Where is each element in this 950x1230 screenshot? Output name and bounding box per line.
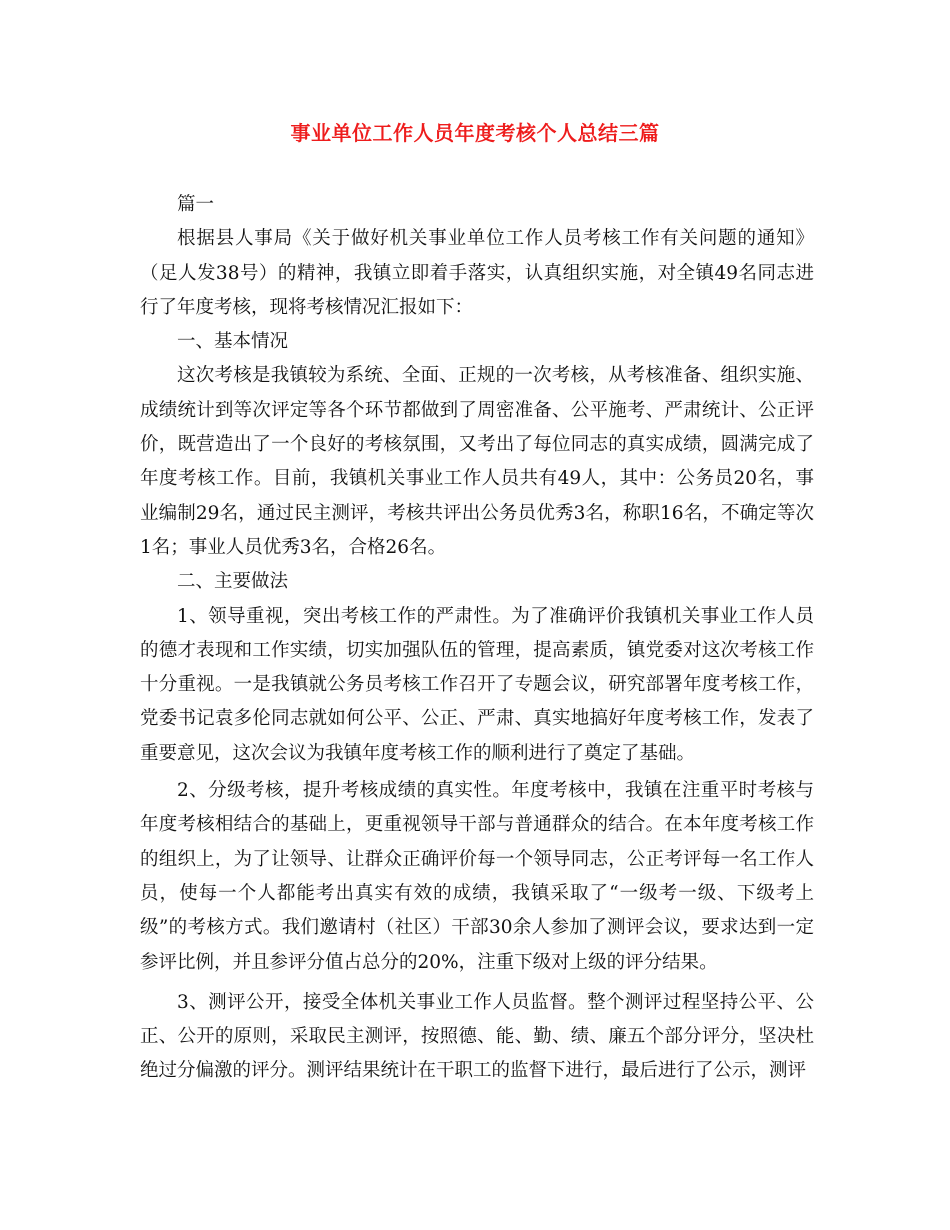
paragraph-intro: 根据县人事局《关于做好机关事业单位工作人员考核工作有关问题的通知》（足人发38号）的精神，我镇立即着手落实，认真组织实施，对全镇49名同志进行了年度考核，现将考核情况汇报如下：: [140, 228, 814, 318]
paragraph-leadership: 1、领导重视，突出考核工作的严肃性。为了准确评价我镇机关事业工作人员的德才表现和工作实绩，切实加强队伍的管理，提高素质，镇党委对这次考核工作十分重视。一是我镇就公务员考核工作召开了专题会议，研究部署年度考核工作，党委书记袁多伦同志就如何公平、公正、严肃、真实地搞好年度考核工作，发表了重要意见，这次会议为我镇年度考核工作的顺利进行了奠定了基础。: [140, 605, 814, 764]
paragraph-heading-basic-situation: 一、基本情况: [177, 331, 289, 353]
paragraph-graded-assessment: 2、分级考核，提升考核成绩的真实性。年度考核中，我镇在注重平时考核与年度考核相结合的基础上，更重视领导干部与普通群众的结合。在本年度考核工作的组织上，为了让领导、让群众正确评价每一个领导同志，公正考评每一名工作人员，使每一个人都能考出真实有效的成绩，我镇采取了“一级考一级、下级考上级”的考核方式。我们邀请村（社区）干部30余人参加了测评会议，要求达到一定参评比例，并且参评分值占总分的20%，注重下级对上级的评分结果。: [140, 780, 814, 973]
document-body: [140, 188, 814, 1089]
document-title: 事业单位工作人员年度考核个人总结三篇: [290, 121, 660, 145]
paragraph-section-heading: 篇一: [177, 194, 215, 215]
paragraph-basic-situation: 这次考核是我镇较为系统、全面、正规的一次考核，从考核准备、组织实施、成绩统计到等次评定等各个环节都做到了周密准备、公平施考、严肃统计、公正评价，既营造出了一个良好的考核氛围，又考出了每位同志的真实成绩，圆满完成了年度考核工作。目前，我镇机关事业工作人员共有49人，其中：公务员20名，事业编制29名，通过民主测评，考核共评出公务员优秀3名，称职16名，不确定等次1名；事业人员优秀3名，合格26名。: [140, 365, 814, 558]
paragraph-public-evaluation: 3、测评公开，接受全体机关事业工作人员监督。整个测评过程坚持公平、公正、公开的原则，采取民主测评，按照德、能、勤、绩、廉五个部分评分，坚决杜绝过分偏激的评分。测评结果统计在干职工的监督下进行，最后进行了公示，测评: [140, 991, 814, 1082]
paragraph-heading-main-practices: 二、主要做法: [177, 571, 289, 593]
